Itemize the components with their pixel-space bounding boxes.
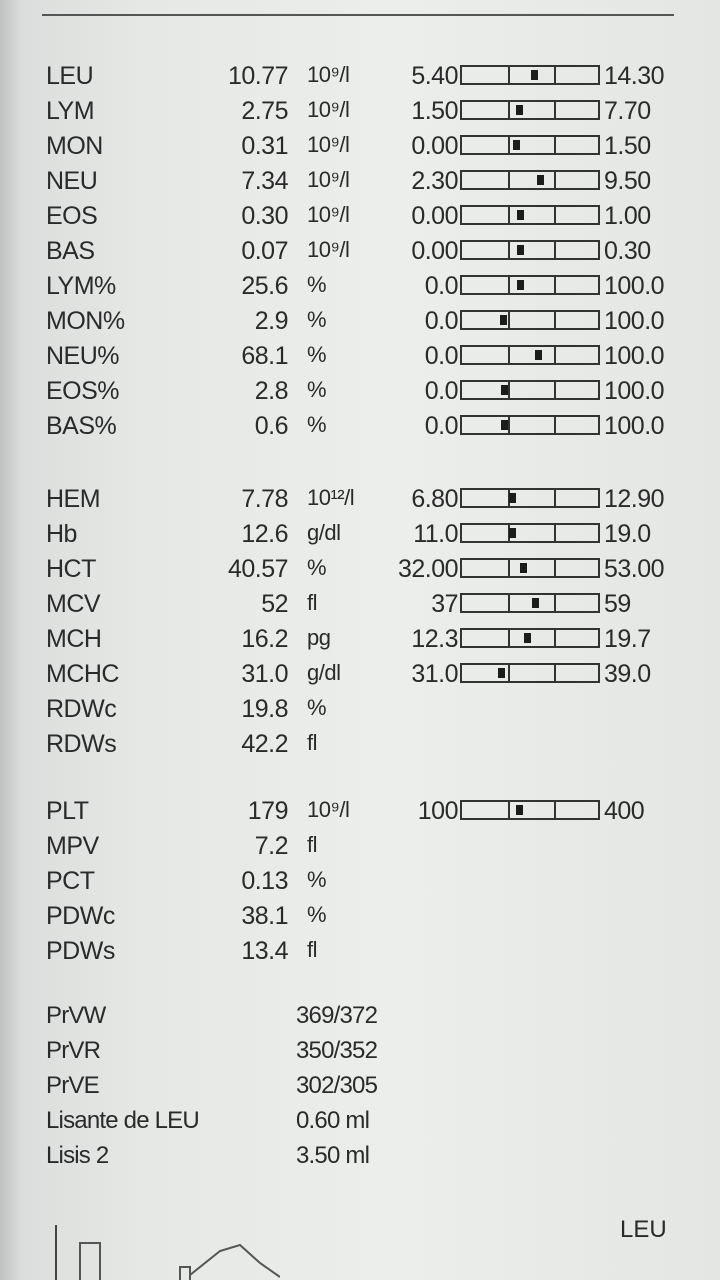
result-value: 42.2 [241,730,288,758]
result-row [0,797,720,832]
range-marker [524,633,531,643]
range-bar [460,488,600,508]
range-low: 32.00 [397,555,458,583]
result-unit: % [307,272,327,297]
result-row [0,730,720,765]
range-low: 0.00 [411,237,458,265]
param-label: PrVR [46,1037,101,1064]
range-marker [513,140,520,150]
param-label: PrVE [46,1072,99,1099]
range-bar [460,345,600,365]
parameter-name: NEU [46,167,98,195]
result-unit: fl [307,937,317,962]
result-value: 179 [247,797,288,825]
parameter-name: MON% [46,307,125,335]
result-value: 7.78 [241,485,288,513]
parameter-name: MON [46,132,103,160]
parameter-name: EOS% [46,377,120,405]
parameter-name: RDWc [46,695,117,723]
range-high: 59 [604,590,631,618]
result-unit: pg [307,625,331,650]
range-tick [554,207,556,223]
result-value: 0.07 [241,237,288,265]
result-unit: % [307,377,327,402]
range-tick [508,67,510,83]
range-high: 7.70 [604,97,651,125]
range-tick [554,802,556,818]
result-unit: % [307,695,327,720]
range-marker [517,280,524,290]
range-low: 0.0 [424,272,458,300]
range-tick [508,312,510,328]
parameter-name: NEU% [46,342,120,370]
range-marker [498,668,505,678]
range-tick [508,242,510,258]
parameter-name: BAS [46,237,95,265]
result-value: 2.75 [241,97,288,125]
range-tick [508,665,510,681]
parameter-name: MPV [46,832,99,860]
result-row [0,272,720,307]
parameter-name: LYM [46,97,95,125]
result-value: 10.77 [227,62,288,90]
range-low: 6.80 [411,485,458,513]
param-label: Lisis 2 [46,1142,109,1169]
range-low: 31.0 [411,660,458,688]
range-high: 1.50 [604,132,651,160]
range-marker [509,528,516,538]
range-high: 19.7 [604,625,651,653]
range-low: 12.3 [411,625,458,653]
parameter-name: Hb [46,520,77,548]
range-tick [508,630,510,646]
result-value: 7.2 [254,832,288,860]
range-bar [460,170,600,190]
result-row [0,867,720,902]
parameter-name: MCH [46,625,102,653]
parameter-name: LYM% [46,272,116,300]
range-marker [535,350,542,360]
result-value: 0.13 [241,867,288,895]
range-high: 19.0 [604,520,651,548]
range-bar [460,310,600,330]
range-tick [508,802,510,818]
range-low: 5.40 [411,62,458,90]
range-tick [508,382,510,398]
range-marker [516,805,523,815]
param-row [0,1072,720,1107]
range-tick [508,172,510,188]
range-tick [554,595,556,611]
range-low: 2.30 [411,167,458,195]
result-unit: 10⁹/l [307,797,350,822]
range-low: 1.50 [411,97,458,125]
range-bar [460,205,600,225]
parameter-name: PDWs [46,937,115,965]
range-marker [500,315,507,325]
range-low: 0.00 [411,132,458,160]
result-value: 2.9 [254,307,288,335]
parameter-name: PCT [46,867,95,895]
result-row [0,377,720,412]
result-unit: fl [307,832,317,857]
range-tick [554,242,556,258]
result-row [0,342,720,377]
range-low: 11.0 [413,520,458,548]
param-value: 350/352 [296,1037,378,1064]
range-high: 400 [604,797,645,825]
range-high: 14.30 [604,62,665,90]
param-label: PrVW [46,1002,106,1029]
result-unit: 10⁹/l [307,132,350,157]
plt-section [0,797,720,972]
parameter-name: HEM [46,485,101,513]
result-unit: 10⁹/l [307,202,350,227]
result-value: 40.57 [227,555,288,583]
result-unit: g/dl [307,660,341,685]
range-high: 9.50 [604,167,651,195]
result-unit: 10¹²/l [307,485,355,510]
range-bar [460,663,600,683]
result-unit: 10⁹/l [307,167,350,192]
result-row [0,902,720,937]
range-high: 39.0 [604,660,651,688]
range-bar [460,628,600,648]
parameter-name: HCT [46,555,96,583]
result-row [0,625,720,660]
range-high: 100.0 [604,412,665,440]
range-bar [460,593,600,613]
result-unit: 10⁹/l [307,237,350,262]
range-low: 37 [431,590,458,618]
range-marker [537,175,544,185]
range-tick [554,277,556,293]
parameter-name: PDWc [46,902,115,930]
result-row [0,132,720,167]
range-tick [554,172,556,188]
result-row [0,167,720,202]
range-bar [460,558,600,578]
parameter-name: RDWs [46,730,117,758]
range-tick [554,382,556,398]
range-high: 100.0 [604,342,665,370]
result-row [0,937,720,972]
range-tick [508,102,510,118]
range-tick [554,67,556,83]
result-value: 31.0 [241,660,288,688]
range-high: 0.30 [604,237,651,265]
result-value: 0.30 [241,202,288,230]
result-unit: % [307,555,327,580]
param-value: 369/372 [296,1002,378,1029]
result-value: 12.6 [241,520,288,548]
range-tick [554,347,556,363]
range-tick [508,560,510,576]
result-row [0,660,720,695]
range-marker [517,210,524,220]
result-row [0,695,720,730]
result-value: 2.8 [254,377,288,405]
result-value: 25.6 [241,272,288,300]
range-low: 0.0 [424,377,458,405]
result-unit: g/dl [307,520,341,545]
result-unit: fl [307,590,317,615]
parameter-name: MCV [46,590,101,618]
range-tick [554,665,556,681]
range-high: 1.00 [604,202,651,230]
result-row [0,412,720,447]
range-tick [554,312,556,328]
param-label: Lisante de LEU [46,1107,199,1134]
param-row [0,1037,720,1072]
result-row [0,202,720,237]
range-marker [516,105,523,115]
result-unit: % [307,307,327,332]
range-marker [531,70,538,80]
range-tick [554,417,556,433]
result-unit: fl [307,730,317,755]
range-low: 0.0 [424,412,458,440]
parameter-name: BAS% [46,412,117,440]
range-marker [532,598,539,608]
result-value: 52 [261,590,288,618]
param-row [0,1002,720,1037]
range-bar [460,415,600,435]
param-value: 0.60 ml [296,1107,370,1134]
range-bar [460,240,600,260]
result-unit: % [307,342,327,367]
param-value: 302/305 [296,1072,378,1099]
range-bar [460,800,600,820]
range-tick [508,207,510,223]
range-marker [501,420,508,430]
histogram-graphic [40,1215,280,1280]
range-marker [517,245,524,255]
param-row [0,1107,720,1142]
result-row [0,237,720,272]
result-unit: % [307,412,327,437]
result-value: 0.31 [241,132,288,160]
range-tick [554,630,556,646]
range-low: 0.00 [411,202,458,230]
result-unit: 10⁹/l [307,62,350,87]
result-value: 0.6 [254,412,288,440]
range-marker [509,493,516,503]
result-unit: % [307,902,327,927]
range-low: 0.0 [424,307,458,335]
result-value: 7.34 [241,167,288,195]
result-row [0,555,720,590]
range-low: 0.0 [424,342,458,370]
range-tick [554,137,556,153]
range-bar [460,100,600,120]
wbc-section [0,62,720,447]
result-value: 16.2 [241,625,288,653]
params-section [0,1002,720,1177]
result-row [0,590,720,625]
result-row [0,485,720,520]
range-bar [460,523,600,543]
range-bar [460,65,600,85]
result-row [0,97,720,132]
result-value: 38.1 [241,902,288,930]
range-high: 53.00 [604,555,665,583]
parameter-name: MCHC [46,660,119,688]
range-high: 100.0 [604,377,665,405]
rbc-section [0,485,720,765]
range-tick [508,277,510,293]
result-row [0,832,720,867]
result-row [0,307,720,342]
range-marker [501,385,508,395]
result-value: 19.8 [241,695,288,723]
top-rule [42,14,674,16]
range-tick [508,137,510,153]
range-high: 100.0 [604,272,665,300]
parameter-name: EOS [46,202,98,230]
range-bar [460,135,600,155]
range-tick [508,417,510,433]
range-tick [554,525,556,541]
range-tick [554,102,556,118]
parameter-name: LEU [46,62,94,90]
result-value: 13.4 [241,937,288,965]
range-bar [460,275,600,295]
range-tick [554,490,556,506]
result-row [0,520,720,555]
result-unit: % [307,867,327,892]
result-unit: 10⁹/l [307,97,350,122]
histogram-label: LEU [620,1216,667,1243]
range-tick [554,560,556,576]
range-marker [520,563,527,573]
range-tick [508,595,510,611]
param-value: 3.50 ml [296,1142,370,1169]
range-bar [460,380,600,400]
range-high: 12.90 [604,485,665,513]
parameter-name: PLT [46,797,89,825]
range-low: 100 [417,797,458,825]
param-row [0,1142,720,1177]
range-tick [508,347,510,363]
range-high: 100.0 [604,307,665,335]
result-value: 68.1 [241,342,288,370]
result-row [0,62,720,97]
